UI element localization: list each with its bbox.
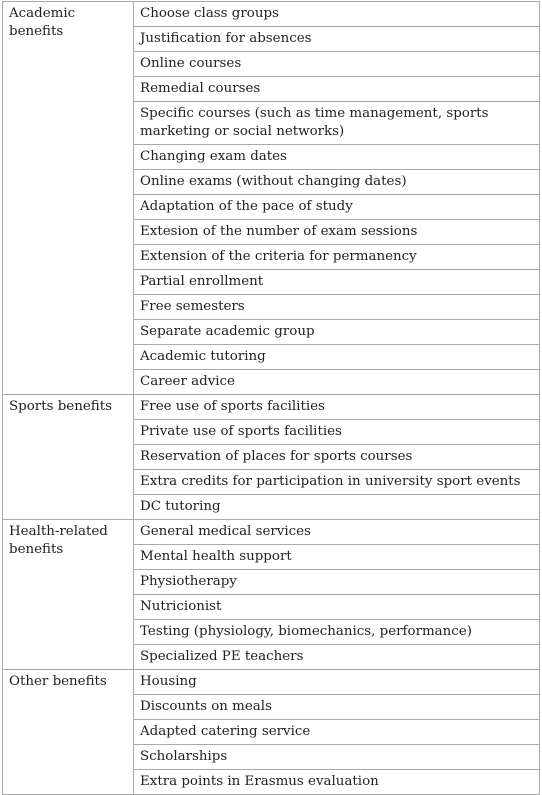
benefit-cell: Free use of sports facilities — [134, 395, 540, 420]
benefit-cell: Separate academic group — [134, 320, 540, 345]
benefit-cell: Specialized PE teachers — [134, 645, 540, 670]
table-row — [3, 520, 540, 545]
benefit-cell: Physiotherapy — [134, 570, 540, 595]
benefit-cell: Adapted catering service — [134, 720, 540, 745]
benefit-cell: Remedial courses — [134, 77, 540, 102]
table-row — [3, 670, 540, 695]
benefit-cell: Extension of the criteria for permanency — [134, 245, 540, 270]
benefit-cell: Mental health support — [134, 545, 540, 570]
table-row — [3, 2, 540, 27]
benefit-cell: Free semesters — [134, 295, 540, 320]
benefit-cell: Testing (physiology, biomechanics, performance) — [134, 620, 540, 645]
benefit-cell: Specific courses (such as time management, sports marketing or social networks) — [134, 102, 540, 145]
benefit-cell: Nutricionist — [134, 595, 540, 620]
benefit-cell: Choose class groups — [134, 2, 540, 27]
benefit-cell: Housing — [134, 670, 540, 695]
benefit-cell: Justification for absences — [134, 27, 540, 52]
benefit-cell: Private use of sports facilities — [134, 420, 540, 445]
benefit-cell: General medical services — [134, 520, 540, 545]
benefit-cell: DC tutoring — [134, 495, 540, 520]
benefit-cell: Extesion of the number of exam sessions — [134, 220, 540, 245]
benefit-cell: Online exams (without changing dates) — [134, 170, 540, 195]
table-row — [3, 395, 540, 420]
benefit-cell: Adaptation of the pace of study — [134, 195, 540, 220]
benefits-table-body — [3, 2, 540, 795]
category-cell: Health-related benefits — [3, 520, 134, 670]
benefit-cell: Reservation of places for sports courses — [134, 445, 540, 470]
benefit-cell: Scholarships — [134, 745, 540, 770]
benefit-cell: Extra credits for participation in university sport events — [134, 470, 540, 495]
category-cell: Academic benefits — [3, 2, 134, 395]
benefit-cell: Discounts on meals — [134, 695, 540, 720]
benefits-table — [2, 1, 540, 795]
category-cell: Other benefits — [3, 670, 134, 795]
benefit-cell: Extra points in Erasmus evaluation — [134, 770, 540, 795]
benefit-cell: Career advice — [134, 370, 540, 395]
benefit-cell: Online courses — [134, 52, 540, 77]
category-cell: Sports benefits — [3, 395, 134, 520]
benefit-cell: Partial enrollment — [134, 270, 540, 295]
benefit-cell: Academic tutoring — [134, 345, 540, 370]
benefit-cell: Changing exam dates — [134, 145, 540, 170]
